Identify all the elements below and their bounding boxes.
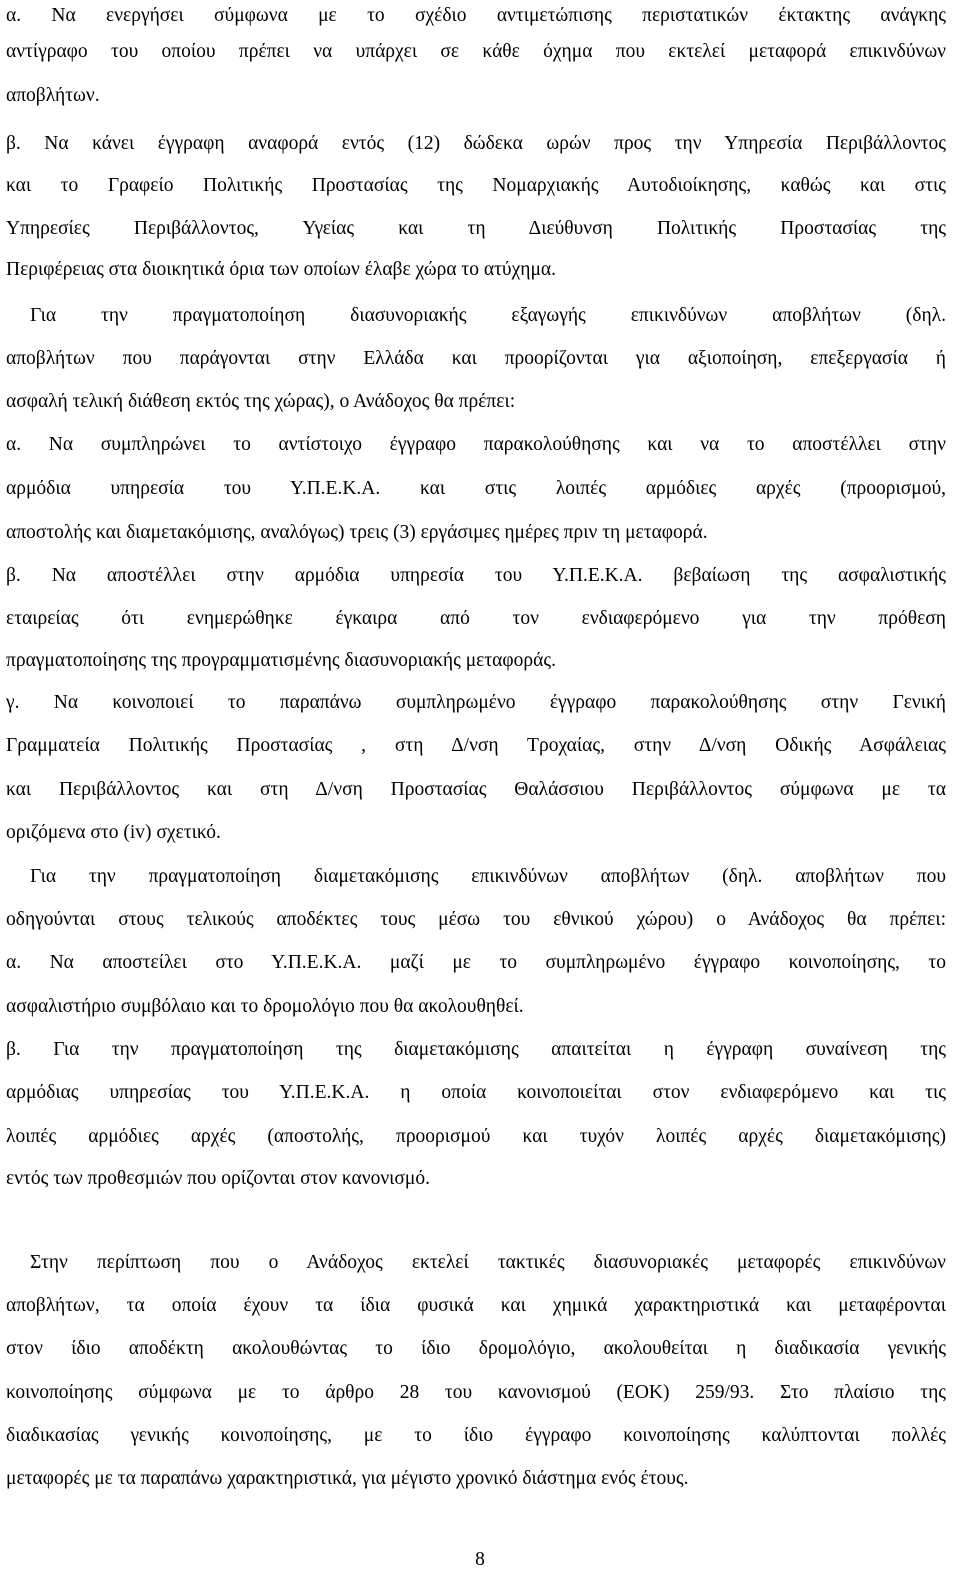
text-line: α. Να αποστείλει στο Υ.Π.Ε.Κ.Α. μαζί με το συμπληρωμένο έγγραφο κοινοποίησης, το [6, 952, 946, 973]
text-line: στον ίδιο αποδέκτη ακολουθώντας το ίδιο δρομολόγιο, ακολουθείται η διαδικασία γενικής [6, 1338, 946, 1359]
text-line: και το Γραφείο Πολιτικής Προστασίας της Νομαρχιακής Αυτοδιοίκησης, καθώς και στις [6, 175, 946, 196]
text-line: αποβλήτων που παράγονται στην Ελλάδα και προορίζονται για αξιοποίηση, επεξεργασία ή [6, 348, 946, 369]
text-line: λοιπές αρμόδιες αρχές (αποστολής, προορισμού και τυχόν λοιπές αρχές διαμετακόμισης) [6, 1126, 946, 1147]
text-line: β. Να κάνει έγγραφη αναφορά εντός (12) δώδεκα ωρών προς την Υπηρεσία Περιβάλλοντος [6, 133, 946, 154]
text-line: β. Να αποστέλλει στην αρμόδια υπηρεσία του Υ.Π.Ε.Κ.Α. βεβαίωση της ασφαλιστικής [6, 565, 946, 586]
text-line: αποστολής και διαμετακόμισης, αναλόγως) τρεις (3) εργάσιμες ημέρες πριν τη μεταφορά. [6, 522, 708, 543]
text-line: Για την πραγματοποίηση διαμετακόμισης επικινδύνων αποβλήτων (δηλ. αποβλήτων που [30, 866, 946, 887]
text-line: Υπηρεσίες Περιβάλλοντος, Υγείας και τη Διεύθυνση Πολιτικής Προστασίας της [6, 218, 946, 239]
text-line: πραγματοποίησης της προγραμματισμένης διασυνοριακής μεταφοράς. [6, 650, 556, 671]
text-line: αποβλήτων. [6, 85, 100, 106]
text-line: εταιρείας ότι ενημερώθηκε έγκαιρα από τον ενδιαφερόμενο για την πρόθεση [6, 608, 946, 629]
text-line: αποβλήτων, τα οποία έχουν τα ίδια φυσικά και χημικά χαρακτηριστικά και μεταφέρονται [6, 1295, 946, 1316]
text-line: οριζόμενα στο (iv) σχετικό. [6, 822, 221, 843]
text-line: Για την πραγματοποίηση διασυνοριακής εξαγωγής επικινδύνων αποβλήτων (δηλ. [30, 305, 946, 326]
text-line: β. Για την πραγματοποίηση της διαμετακόμισης απαιτείται η έγγραφη συναίνεση της [6, 1039, 946, 1060]
text-line: Περιφέρειας στα διοικητικά όρια των οποίων έλαβε χώρα το ατύχημα. [6, 259, 556, 280]
text-line: οδηγούνται στους τελικούς αποδέκτες τους μέσω του εθνικού χώρου) ο Ανάδοχος θα πρέπει: [6, 909, 946, 930]
page-number: 8 [475, 1549, 485, 1570]
text-line: αρμόδια υπηρεσία του Υ.Π.Ε.Κ.Α. και στις λοιπές αρμόδιες αρχές (προορισμού, [6, 478, 946, 499]
document-page [6, 0, 946, 1586]
text-line: α. Να ενεργήσει σύμφωνα με το σχέδιο αντιμετώπισης περιστατικών έκτακτης ανάγκης [6, 5, 946, 26]
text-line: μεταφορές με τα παραπάνω χαρακτηριστικά, για μέγιστο χρονικό διάστημα ενός έτους. [6, 1468, 689, 1489]
text-line: διαδικασίας γενικής κοινοποίησης, με το ίδιο έγγραφο κοινοποίησης καλύπτονται πολλές [6, 1425, 946, 1446]
text-line: ασφαλή τελική διάθεση εκτός της χώρας), ο Ανάδοχος θα πρέπει: [6, 391, 516, 412]
text-line: Γραμματεία Πολιτικής Προστασίας , στη Δ/νση Τροχαίας, στην Δ/νση Οδικής Ασφάλειας [6, 735, 946, 756]
text-line: α. Να συμπληρώνει το αντίστοιχο έγγραφο παρακολούθησης και να το αποστέλλει στην [6, 434, 946, 455]
text-line: αρμόδιας υπηρεσίας του Υ.Π.Ε.Κ.Α. η οποία κοινοποιείται στον ενδιαφερόμενο και τις [6, 1082, 946, 1103]
text-line: γ. Να κοινοποιεί το παραπάνω συμπληρωμένο έγγραφο παρακολούθησης στην Γενική [6, 692, 946, 713]
text-line: και Περιβάλλοντος και στη Δ/νση Προστασίας Θαλάσσιου Περιβάλλοντος σύμφωνα με τα [6, 779, 946, 800]
text-line: εντός των προθεσμιών που ορίζονται στον κανονισμό. [6, 1168, 430, 1189]
text-line: κοινοποίησης σύμφωνα με το άρθρο 28 του κανονισμού (ΕΟΚ) 259/93. Στο πλαίσιο της [6, 1382, 946, 1403]
text-line: Στην περίπτωση που ο Ανάδοχος εκτελεί τακτικές διασυνοριακές μεταφορές επικινδύνων [30, 1252, 946, 1273]
text-line: ασφαλιστήριο συμβόλαιο και το δρομολόγιο που θα ακολουθηθεί. [6, 996, 524, 1017]
text-line: αντίγραφο του οποίου πρέπει να υπάρχει σε κάθε όχημα που εκτελεί μεταφορά επικινδύνων [6, 41, 946, 62]
